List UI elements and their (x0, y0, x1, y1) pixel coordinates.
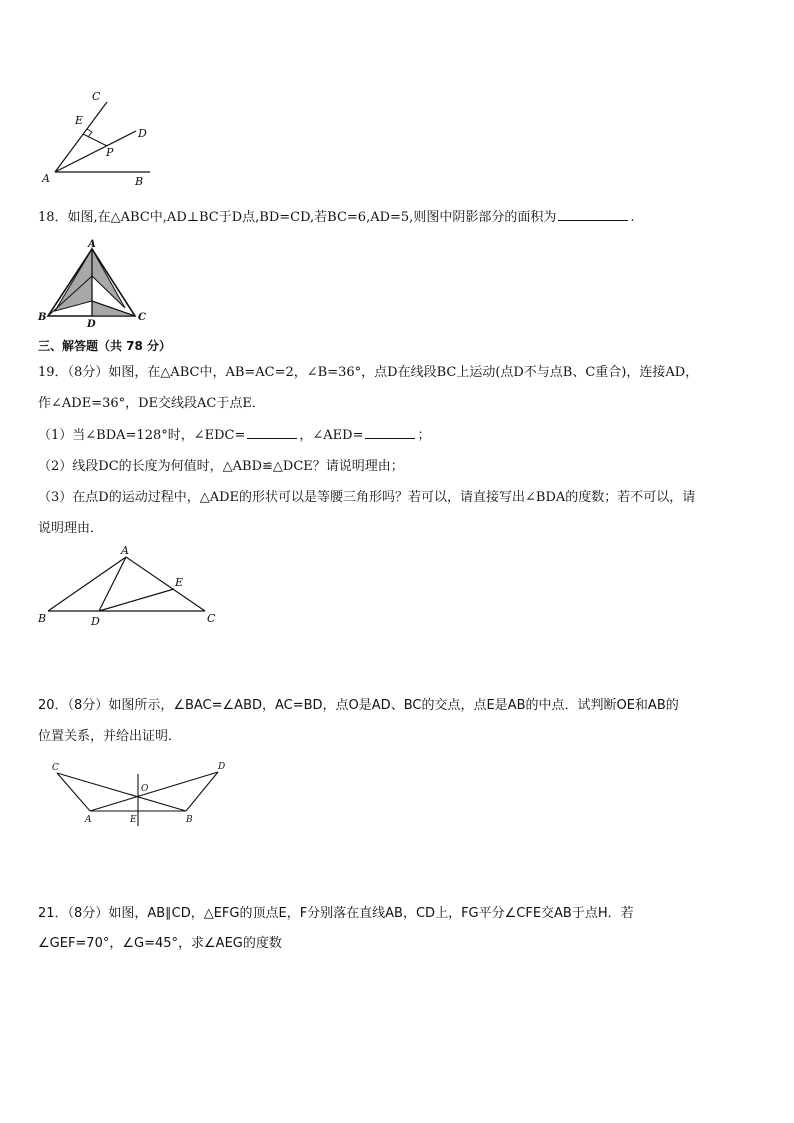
q21-line2: ∠GEF=70°，∠G=45°，求∠AEG的度数 (38, 936, 282, 951)
fig20-label-c: C (52, 763, 59, 773)
fig17-label-d: D (138, 127, 147, 140)
fig20-label-b: B (186, 815, 193, 825)
fig19-label-b: B (38, 612, 47, 625)
q19-part1: （1）当∠BDA=128°时，∠EDC= ，∠AED= ； (38, 428, 431, 443)
fig20-label-d: D (218, 762, 226, 772)
fig17-label-a: A (42, 172, 50, 185)
q19-line2: 作∠ADE=36°，DE交线段AC于点E． (38, 396, 265, 411)
q19-part2: （2）线段DC的长度为何值时，△ABD≌△DCE？请说明理由； (38, 459, 404, 474)
fig20-label-o: O (141, 784, 149, 794)
fig20-label-a: A (85, 815, 92, 825)
q19-line1: 19．（8分）如图，在△ABC中，AB=AC=2，∠B=36°，点D在线段BC上运动(点D不与点B、C重合)，连接AD， (38, 365, 699, 380)
fig18-label-c: C (138, 312, 146, 323)
fig19-label-c: C (207, 612, 216, 625)
fig18-label-d: D (87, 319, 96, 330)
q19-part3-line1: （3）在点D的运动过程中，△ADE的形状可以是等腰三角形吗？若可以，请直接写出∠BDA的度数；若不可以，请 (38, 490, 696, 505)
fig17-label-b: B (135, 175, 144, 188)
fig20-label-e: E (130, 815, 137, 825)
fig17-label-p: P (106, 146, 114, 159)
q20-line2: 位置关系，并给出证明． (38, 729, 182, 744)
section-3-heading: 三、解答题（共 78 分） (38, 339, 172, 353)
q19-part3-line2: 说明理由． (38, 521, 104, 536)
fig19-label-a: A (121, 544, 129, 557)
fig18-label-a: A (88, 239, 96, 250)
q21-line1: 21．（8分）如图，AB∥CD，△EFG的顶点E，F分别落在直线AB，CD上，FG平分∠CFE交AB于点H．若 (38, 906, 634, 921)
fig18-label-b: B (38, 312, 47, 323)
fig17-label-e: E (75, 114, 84, 127)
q18-text: 18．如图,在△ABC中,AD⊥BC于D点,BD=CD,若BC=6,AD=5,则图中阴影部分的面积为 . (38, 210, 635, 225)
q20-line1: 20．（8分）如图所示，∠BAC=∠ABD，AC=BD，点O是AD、BC的交点，点E是AB的中点．试判断OE和AB的 (38, 698, 679, 713)
fig17-label-c: C (92, 90, 101, 103)
fig19-label-e: E (175, 576, 184, 589)
fig19-label-d: D (91, 615, 100, 628)
